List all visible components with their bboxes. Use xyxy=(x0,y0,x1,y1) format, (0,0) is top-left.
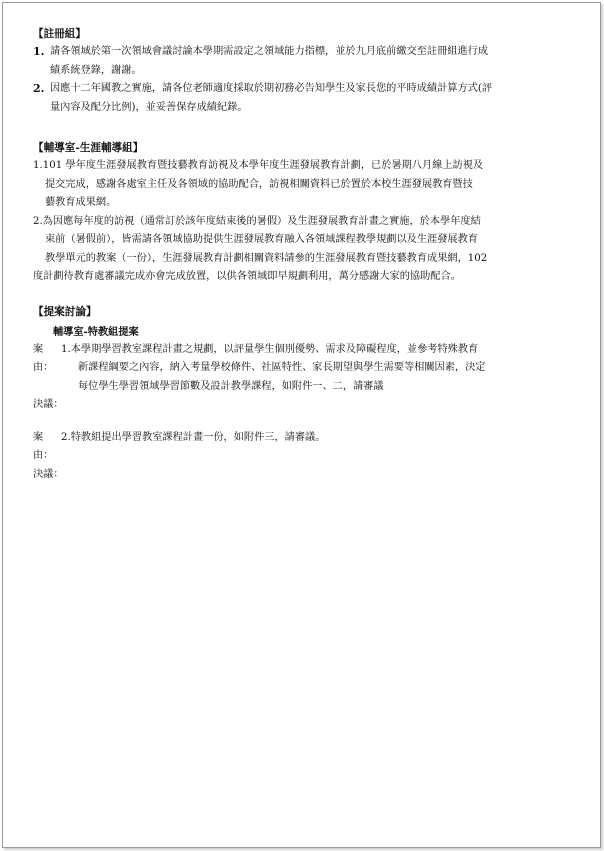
case-label: 案由： xyxy=(33,343,54,373)
item-text-line: 101 學年度生涯發展教育暨技藝教育訪視及本學年度生涯發展教育計劃，已於暑期八月線上訪視及 xyxy=(42,160,484,171)
proposal-case-1 xyxy=(33,341,583,397)
item-number: 2. xyxy=(33,82,45,95)
document-content xyxy=(33,25,583,484)
document-page xyxy=(2,2,601,848)
item-text-line: 度計劃待教育處審議完成亦會完成放置，以供各領域即早規劃利用，萬分感謝大家的協助配合。 xyxy=(33,271,461,282)
item-text-line: 量內容及配分比例)，並妥善保存成績紀錄。 xyxy=(50,101,248,113)
item-number: 2. xyxy=(33,215,43,227)
case-text-line: 特教組提出學習教室課程計畫一份，如附件三，請審議。 xyxy=(70,431,326,443)
item-text-line: 請各領域於第一次領域會議討論本學期需設定之領域能力指標，並於九月底前繳交至註冊組進行成 xyxy=(50,46,489,57)
case-resolution: 決議： xyxy=(33,468,64,480)
registration-item-1 xyxy=(33,43,583,80)
item-text-line: 藝教育成果網。 xyxy=(45,197,117,208)
item-text-line: 為因應每年度的訪視（通常訂於該年度結束後的暑假）及生涯發展教育計畫之實施，於本學年度結 xyxy=(42,215,481,227)
item-text-line: 教學單元的教案（一份），生涯發展教育計劃相關資料請參的生涯發展教育暨技藝教育成果網，102 xyxy=(45,252,488,264)
registration-section-heading: 【註冊組】 xyxy=(33,28,86,40)
item-text-line: 因應十二年國教之實施，請各位老師適度採取於期初務必告知學生及家長您的平時成績計算方式(評 xyxy=(50,83,493,94)
counseling-item-1 xyxy=(33,157,583,176)
case-text-line: 本學期學習教室課程計畫之規劃，以評量學生個別優勢、需求及障礙程度，並參考特殊教育 xyxy=(70,343,479,355)
proposal-case-2 xyxy=(33,429,583,466)
case-label: 案由： xyxy=(33,431,54,461)
item-number: 1. xyxy=(33,160,43,171)
item-text-line: 績系統登錄，謝謝。 xyxy=(50,64,142,76)
case-resolution: 決議： xyxy=(33,399,64,410)
item-text-line: 提交完成，感謝各處室主任及各領域的協助配合，訪視相關資料已於置於本校生涯發展教育暨技 xyxy=(45,178,473,190)
counseling-section-heading: 【輔導室-生涯輔導組】 xyxy=(33,142,144,154)
case-number: 1. xyxy=(61,343,71,355)
registration-item-2 xyxy=(33,80,583,117)
item-number: 1. xyxy=(33,45,45,58)
proposals-subheading: 輔導室-特教組提案 xyxy=(53,325,139,338)
counseling-item-2 xyxy=(33,213,583,232)
case-number: 2. xyxy=(61,431,71,443)
item-text-line: 束前（暑假前），皆需請各領域協助提供生涯發展教育融入各領域課程教學規劃以及生涯發展教育 xyxy=(45,234,478,245)
case-text-line: 新課程綱要之內容，納入考量學校條件、社區特性、家長期望與學生需要等相關因素，決定 xyxy=(78,362,486,373)
case-text-line: 每位學生學習領域學習節數及設計教學課程，如附件一、二，請審議 xyxy=(78,380,384,392)
proposals-section-heading: 【提案討論】 xyxy=(33,305,97,318)
